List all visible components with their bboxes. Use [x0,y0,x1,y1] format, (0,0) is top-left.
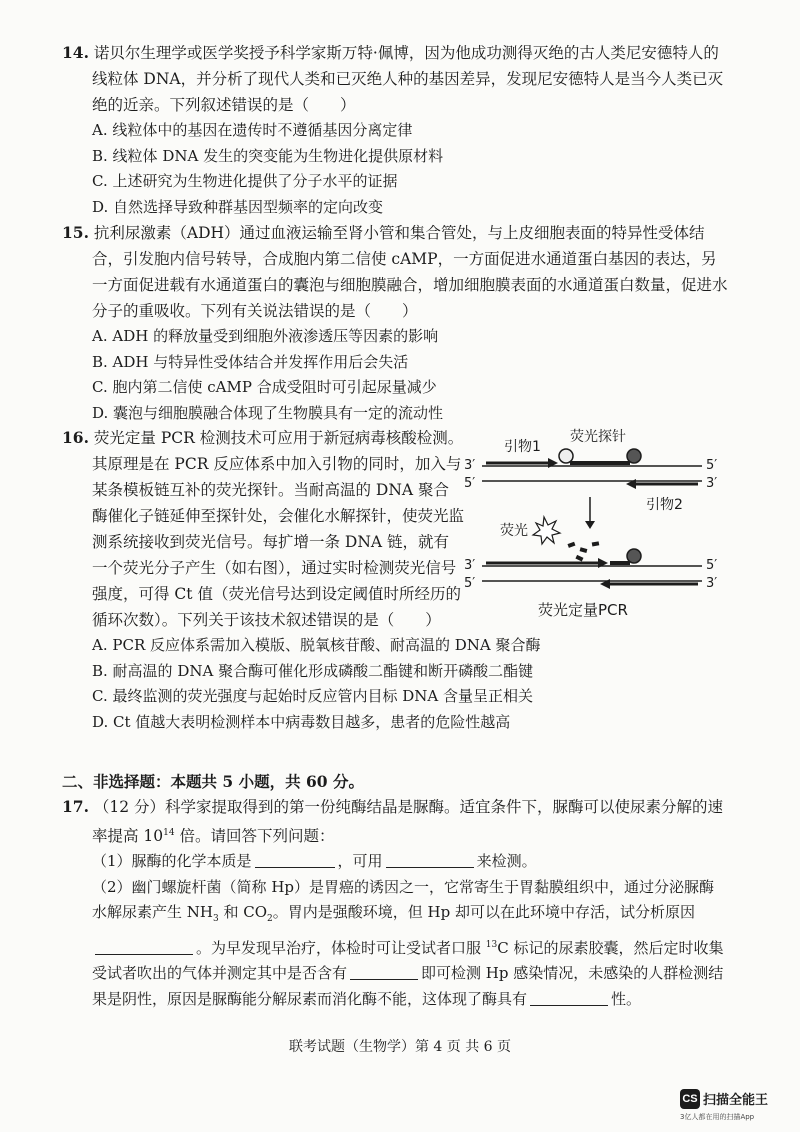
primer2-label: 引物2 [646,497,683,513]
option-c: C. 胞内第二信使 cAMP 合成受阻时可引起尿量减少 [92,378,437,396]
question-number: 17. [62,797,89,816]
option-a: A. ADH 的释放量受到细胞外液渗透压等因素的影响 [92,327,439,345]
answer-blank[interactable] [530,989,608,1006]
option-d: D. 自然选择导致种群基因型频率的定向改变 [92,197,384,216]
strand-end-5-bottom: 5′ [464,476,476,491]
probe-fragment [567,542,575,548]
option-c: C. 上述研究为生物进化提供了分子水平的证据 [92,172,398,190]
option-a: A. 线粒体中的基因在遗传时不遵循基因分离定律 [92,121,413,139]
page-footer: 联考试题（生物学）第 4 页 共 6 页 [288,1039,512,1055]
probe-fragment [580,547,588,553]
strand-end-5-bottom-2: 5′ [464,576,476,591]
option-b: B. 线粒体 DNA 发生的突变能为生物进化提供原材料 [92,146,444,165]
fluorescence-burst [533,517,560,544]
subquestion-1: （1）脲酶的化学本质是 ，可用 来检测。 [92,852,537,871]
primer1-label: 引物1 [504,439,541,455]
question-14 [62,40,728,220]
question-number: 15. [62,223,89,242]
watermark-name: 扫描全能王 [703,1093,769,1108]
probe-label: 荧光探针 [570,429,626,445]
option-d: D. 囊泡与细胞膜融合体现了生物膜具有一定的流动性 [92,403,444,422]
step-arrowhead [585,521,595,529]
strand-end-3-top-2: 3′ [464,558,476,573]
question-number: 16. [62,428,89,447]
quencher-circle [559,449,573,463]
probe-fragment [592,541,600,546]
subquestion-2: （2）幽门螺旋杆菌（简称 Hp）是胃癌的诱因之一，它常寄生于胃黏膜组织中，通过分泌脲酶水解尿素产生 $NH_3$ 和 $CO_2$。胃内是强酸环境，但 Hp 却可以在此环境中存活，试分析原因。为早发现早治疗，体检时可让受试者口服 $^{13}$C 标记的尿素胶囊，然后定时收集受试者吹出的气体并测定其中是否含有 即可检测 Hp 感染情况，未感染的人群检测结果是阴性，原因是脲酶能分解尿素而消化酶不能，这体现了酶具有 性。 [92,877,724,1008]
figure-caption: 荧光定量PCR [538,601,628,619]
question-17: 17. （12 分）科学家提取得到的第一份纯酶结晶是脲酶。适宜条件下，脲酶可以使尿素分解的速率提高 $10^{14}$ 倍。请回答下列问题： （1）脲酶的化学本质是 ，可用 来检测。 （2）幽门螺旋杆菌（简称 Hp）是胃癌的诱因之一，它常寄生于胃黏膜组织中，通过分泌脲酶水解尿素产生 $NH_3$ 和 $CO_2$。胃内是强酸环境，但 Hp 却可以在此环境中存活，试分析原因。为早发现早治疗，体检时可让受试者口服 $^{13}$C 标记的尿素胶囊，然后定时收集受试者吹出的气体并测定其中是否含有 即可检测 Hp 感染情况，未感染的人群检测结果是阴性，原因是脲酶能分解尿素而消化酶不能，这体现了酶具有 性。 [62,794,728,1012]
fluorophore-circle-2 [627,549,641,563]
scanner-watermark [680,1088,790,1122]
answer-blank[interactable] [95,938,193,955]
question-stem: 抗利尿激素（ADH）通过血液运输至肾小管和集合管处，与上皮细胞表面的特异性受体结合，引发胞内信号转导，合成胞内第二信使 cAMP，一方面促进水通道蛋白基因的表达，另一方面促进载有水通道蛋白的囊泡与细胞膜融合，增加细胞膜表面的水通道蛋白数量，促进水分子的重吸收。下列有关说法错误的是（ ） [92,224,728,320]
option-a: A. PCR 反应体系需加入模版、脱氧核苷酸、耐高温的 DNA 聚合酶 [92,636,541,654]
answer-blank[interactable] [350,963,418,980]
fluorophore-circle [627,449,641,463]
option-d: D. Ct 值越大表明检测样本中病毒数目越多，患者的危险性越高 [92,712,511,731]
watermark-tagline: 3亿人都在用的扫描App [680,1112,755,1121]
strand-end-3-top: 3′ [464,458,476,473]
question-15 [62,220,728,426]
strand-end-3-bottom-right: 3′ [706,476,718,491]
strand-end-5-top-right-2: 5′ [706,558,718,573]
option-b: B. 耐高温的 DNA 聚合酶可催化形成磷酸二酯键和断开磷酸二酯键 [92,661,534,680]
section-heading: 二、非选择题：本题共 5 小题，共 60 分。 [62,772,364,791]
answer-blank[interactable] [255,851,335,868]
option-b: B. ADH 与特异性受体结合并发挥作用后会失活 [92,352,409,371]
question-stem: 诺贝尔生理学或医学奖授予科学家斯万特·佩博，因为他成功测得灭绝的古人类尼安德特人的线粒体 DNA，并分析了现代人类和已灭绝人种的基因差异，发现尼安德特人是当今人类已灭绝的近亲。下列叙述错误的是（ ） [92,44,724,114]
pcr-diagram [460,425,740,630]
fluorescence-label: 荧光 [500,523,528,539]
strand-end-3-bottom-right-2: 3′ [706,576,718,591]
cs-logo-icon: CS [680,1089,700,1109]
option-c: C. 最终监测的荧光强度与起始时反应管内目标 DNA 含量呈正相关 [92,687,534,705]
probe-fragment [575,555,583,562]
question-number: 14. [62,43,89,62]
strand-end-5-top-right: 5′ [706,458,718,473]
question-stem: 荧光定量 PCR 检测技术可应用于新冠病毒核酸检测。其原理是在 PCR 反应体系中加入引物的同时，加入与某条模板链互补的荧光探针。当耐高温的 DNA 聚合酶催化子链延伸至探针处，会催化水解探针，使荧光监测系统接收到荧光信号。每扩增一条 DNA 链，就有一个荧光分子产生（如右图），通过实时检测荧光信号强度，可得 Ct 值（荧光信号达到设定阈值时所经历的循环次数）。下列关于该技术叙述错误的是（ ） [92,429,465,629]
answer-blank[interactable] [386,851,474,868]
